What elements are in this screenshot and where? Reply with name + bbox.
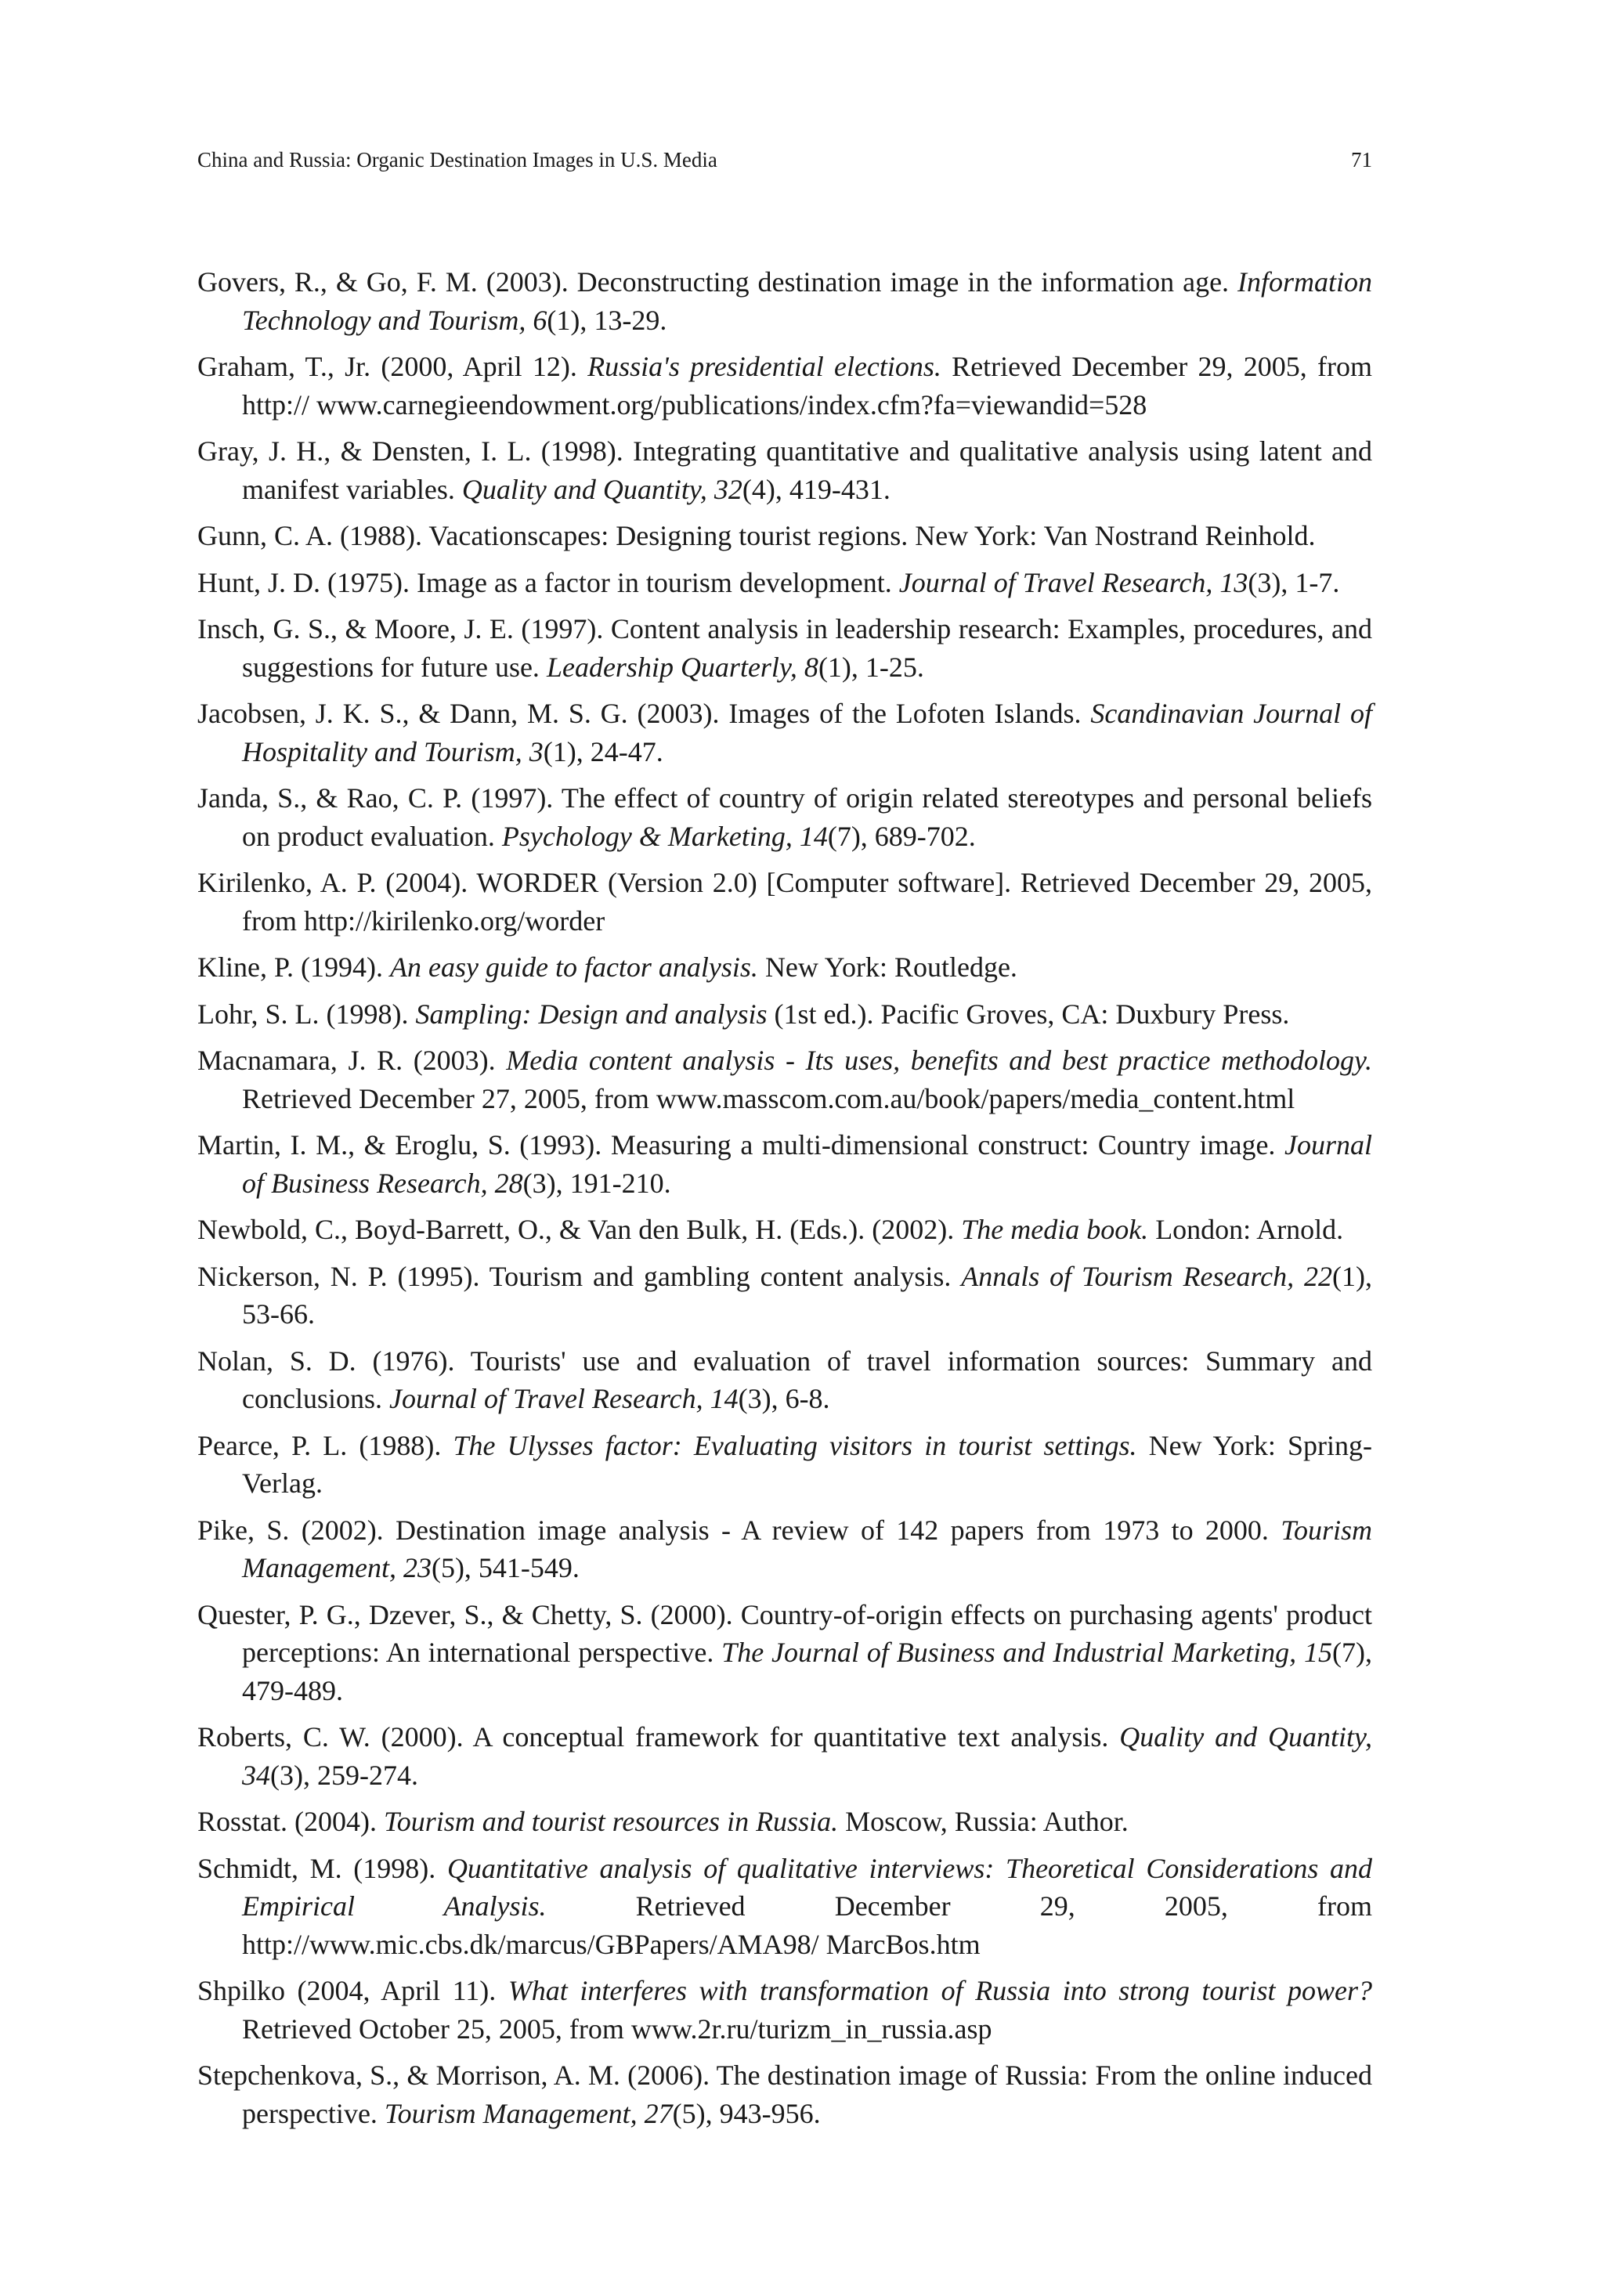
reference-text: Newbold, C., Boyd-Barrett, O., & Van den Bulk, H. (Eds.). (2002). [197,1214,962,1245]
reference-text: (7), 479-489. [242,1637,1372,1706]
reference-entry [197,1042,1372,1117]
reference-text: Pearce, P. L. (1988). [197,1429,453,1461]
reference-source-italic: Journal of Business Research, 28 [242,1129,1372,1199]
reference-text: Gray, J. H., & Densten, I. L. (1998). Integrating quantitative and qualitative analysis using latent and manifest variables. [197,435,1372,505]
reference-source-italic: The Journal of Business and Industrial Marketing, 15 [721,1637,1333,1668]
reference-text: Quester, P. G., Dzever, S., & Chetty, S. (2000). Country-of-origin effects on purchasing agents' product perceptions: An international perspective. [197,1598,1372,1668]
reference-entry [197,948,1372,987]
reference-text: (1), 24-47. [543,735,663,767]
reference-text: Pike, S. (2002). Destination image analysis - A review of 142 papers from 1973 to 2000. [197,1514,1281,1546]
reference-text: Stepchenkova, S., & Morrison, A. M. (2006). The destination image of Russia: From the online induced perspective. [197,2060,1372,2129]
reference-source-italic: Journal of Travel Research, 13 [898,566,1248,598]
running-title: China and Russia: Organic Destination Images in U.S. Media [197,148,717,171]
reference-text: Kirilenko, A. P. (2004). WORDER (Version 2.0) [Computer software]. Retrieved December 29, 2005, from http://kirilenko.org/worder [197,867,1372,937]
reference-entry [197,695,1372,771]
reference-source-italic: Quantitative analysis of qualitative interviews: Theoretical Considerations and Empirical Analysis. [242,1852,1373,1922]
reference-entry [197,1972,1372,2048]
reference-source-italic: The Ulysses factor: Evaluating visitors in tourist settings. [453,1429,1137,1461]
reference-text: London: Arnold. [1148,1214,1344,1245]
reference-text: Martin, I. M., & Eroglu, S. (1993). Measuring a multi-dimensional construct: Country image. [197,1129,1284,1161]
reference-text: (3), 259-274. [270,1759,418,1791]
running-header [197,146,1372,174]
reference-text: Macnamara, J. R. (2003). [197,1045,507,1076]
reference-text: Schmidt, M. (1998). [197,1852,447,1884]
reference-source-italic: Information Technology and Tourism, 6 [242,266,1372,336]
reference-entry [197,2056,1372,2132]
reference-text: Moscow, Russia: Author. [838,1806,1129,1837]
reference-entry [197,1718,1372,1794]
reference-text: (3), 1-7. [1248,566,1340,598]
reference-text: (7), 689-702. [827,820,976,852]
reference-text: New York: Spring-Verlag. [242,1429,1372,1499]
reference-text: (1), 13-29. [547,304,667,336]
reference-text: Kline, P. (1994). [197,951,390,983]
reference-entry [197,432,1372,508]
reference-entry [197,564,1372,602]
reference-text: Insch, G. S., & Moore, J. E. (1997). Content analysis in leadership research: Examples, procedures, and suggestions for future use. [197,613,1372,683]
reference-source-italic: Scandinavian Journal of Hospitality and Tourism, 3 [242,698,1372,767]
reference-text: Nickerson, N. P. (1995). Tourism and gambling content analysis. [197,1260,962,1292]
reference-entry [197,995,1372,1034]
reference-text: Jacobsen, J. K. S., & Dann, M. S. G. (2003). Images of the Lofoten Islands. [197,698,1091,729]
reference-text: Gunn, C. A. (1988). Vacationscapes: Designing tourist regions. New York: Van Nostrand Reinhold. [197,520,1316,551]
reference-entry [197,1126,1372,1202]
reference-entry [197,1211,1372,1249]
reference-entry [197,1803,1372,1841]
reference-list [197,263,1372,2141]
reference-source-italic: Psychology & Marketing, 14 [501,820,828,852]
reference-text: (5), 943-956. [672,2097,821,2129]
reference-text: Govers, R., & Go, F. M. (2003). Deconstructing destination image in the information age. [197,266,1237,298]
reference-source-italic: Journal of Travel Research, 14 [388,1383,739,1414]
reference-source-italic: Quality and Quantity, 34 [242,1721,1372,1791]
reference-source-italic: Tourism Management, 23 [242,1514,1372,1583]
reference-text: Nolan, S. D. (1976). Tourists' use and evaluation of travel information sources: Summary and conclusions. [197,1345,1372,1414]
reference-source-italic: Annals of Tourism Research, 22 [961,1260,1333,1292]
reference-text: (3), 191-210. [522,1167,671,1199]
reference-entry [197,1511,1372,1587]
reference-text: (3), 6-8. [738,1383,830,1414]
reference-source-italic: Leadership Quarterly, 8 [546,651,818,683]
reference-source-italic: Russia's presidential elections. [587,351,941,382]
reference-text: Shpilko (2004, April 11). [197,1975,508,2006]
reference-text: (1st ed.). Pacific Groves, CA: Duxbury Press. [767,998,1290,1030]
reference-entry [197,517,1372,555]
reference-text: New York: Routledge. [757,951,1017,983]
reference-text: Janda, S., & Rao, C. P. (1997). The effect of country of origin related stereotypes and personal beliefs on product evaluation. [197,782,1372,852]
reference-source-italic: Media content analysis - Its uses, benefits and best practice methodology. [506,1045,1372,1076]
reference-source-italic: Quality and Quantity, 32 [461,473,742,505]
reference-text: Retrieved December 29, 2005, from http:// www.carnegieendowment.org/publications/index.cfm?fa=viewandid=528 [242,351,1373,421]
reference-entry [197,1850,1372,1964]
reference-text: (5), 541-549. [431,1552,580,1583]
reference-entry [197,348,1372,424]
reference-text: Lohr, S. L. (1998). [197,998,416,1030]
reference-text: (1), 1-25. [818,651,924,683]
reference-entry [197,1342,1372,1418]
reference-text: Roberts, C. W. (2000). A conceptual framework for quantitative text analysis. [197,1721,1120,1753]
reference-text: Retrieved December 29, 2005, from http://www.mic.cbs.dk/marcus/GBPapers/AMA98/ MarcBos.htm [242,1890,1372,1960]
reference-entry [197,1596,1372,1710]
reference-text: Hunt, J. D. (1975). Image as a factor in tourism development. [197,566,899,598]
reference-entry [197,864,1372,940]
reference-entry [197,1427,1372,1503]
reference-text: Retrieved December 27, 2005, from www.masscom.com.au/book/papers/media_content.html [242,1082,1295,1114]
reference-entry [197,263,1372,339]
reference-source-italic: An easy guide to factor analysis. [390,951,758,983]
reference-source-italic: Tourism and tourist resources in Russia. [384,1806,839,1837]
reference-text: Rosstat. (2004). [197,1806,384,1837]
reference-source-italic: Sampling: Design and analysis [415,998,768,1030]
reference-text: Retrieved October 25, 2005, from www.2r.ru/turizm_in_russia.asp [242,2013,992,2045]
reference-text: (4), 419-431. [742,473,891,505]
reference-text: (1), 53-66. [242,1260,1372,1330]
reference-source-italic: The media book. [961,1214,1149,1245]
reference-entry [197,610,1372,686]
reference-source-italic: Tourism Management, 27 [384,2097,673,2129]
reference-entry [197,779,1372,855]
page-number: 71 [1351,148,1372,171]
reference-text: Graham, T., Jr. (2000, April 12). [197,351,588,382]
reference-entry [197,1258,1372,1334]
reference-source-italic: What interferes with transformation of Russia into strong tourist power? [508,1975,1373,2006]
